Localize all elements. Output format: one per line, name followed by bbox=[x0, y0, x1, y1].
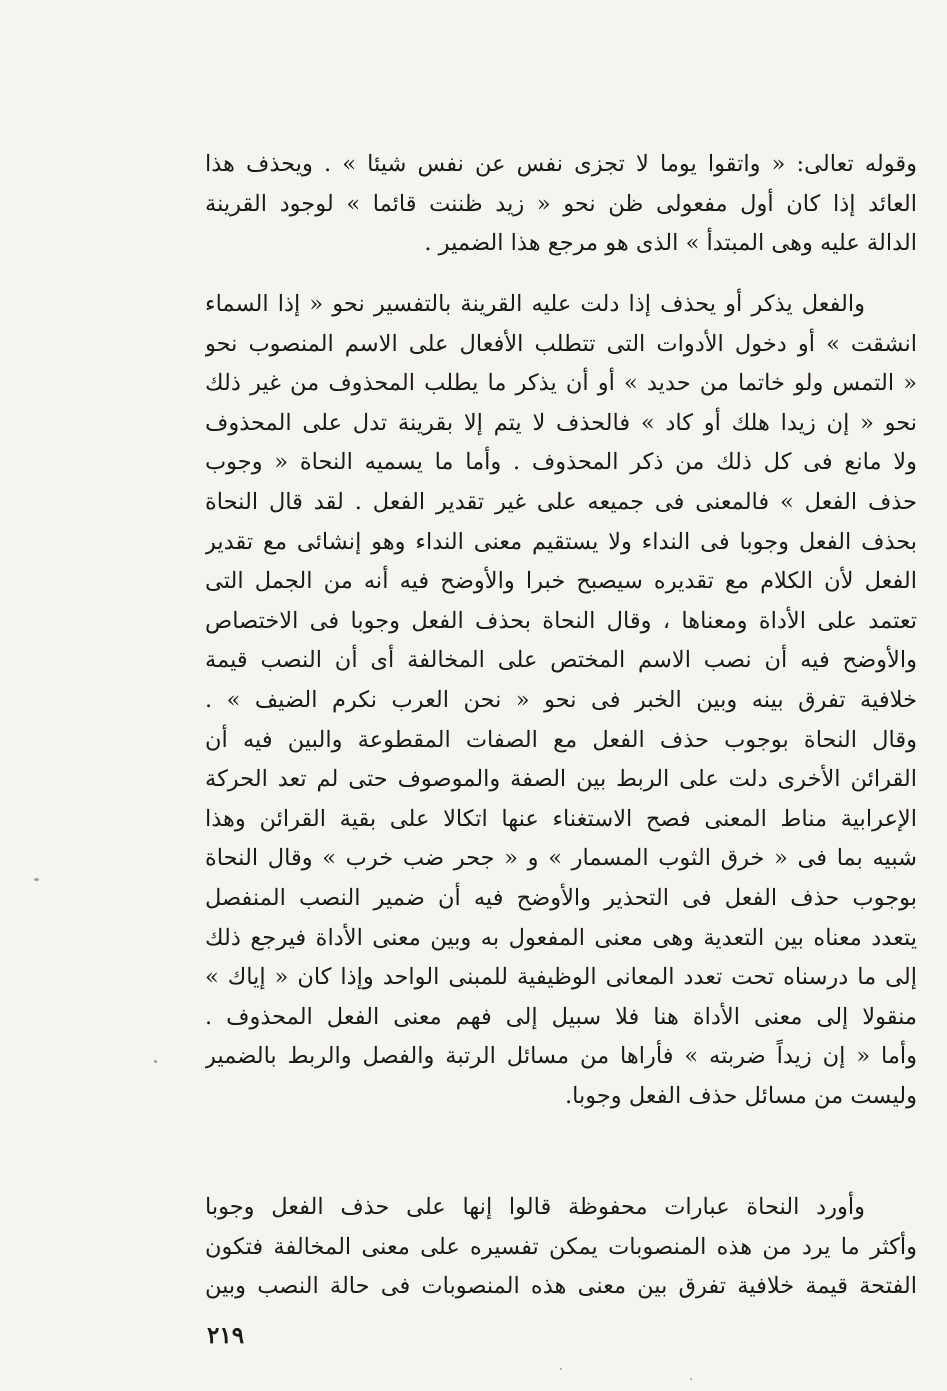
paragraph-3 bbox=[205, 1188, 917, 1307]
text-line: والفعل يذكر أو يحذف إذا دلت عليه القرينة بالتفسير نحو « إذا السماء bbox=[205, 291, 865, 317]
text-line: الإعرابية مناط المعنى فصح الاستغناء عنها اتكالا على بقية القرائن وهذا bbox=[205, 805, 917, 832]
text-line: وأورد النحاة عبارات محفوظة قالوا إنها على حذف الفعل وجوبا bbox=[205, 1194, 865, 1220]
scan-speck bbox=[690, 1378, 692, 1380]
text-line: وقال النحاة بوجوب حذف الفعل مع الصفات المقطوعة والبين فيه أن bbox=[205, 726, 917, 753]
text-line: بوجوب حذف الفعل فى التحذير والأوضح فيه أن ضمير النصب المنفصل bbox=[205, 884, 917, 911]
scan-speck bbox=[34, 878, 39, 881]
text-line: وليست من مسائل حذف الفعل وجوبا. bbox=[565, 1082, 917, 1109]
text-line: خلافية تفرق بينه وبين الخبر فى نحو « نحن العرب نكرم الضيف » . bbox=[205, 686, 917, 713]
text-line: وأكثر ما يرد من هذه المنصوبات يمكن تفسيره على معنى المخالفة فتكون bbox=[205, 1233, 917, 1260]
text-line: الدالة عليه وهى المبتدأ » الذى هو مرجع هذا الضمير . bbox=[424, 230, 917, 257]
text-line: القرائن الأخرى دلت على الربط بين الصفة والموصوف حتى لم تعد الحركة bbox=[205, 766, 917, 793]
text-line: تعتمد على الأداة ومعناها ، وقال النحاة بحذف الفعل وجوبا فى الاختصاص bbox=[205, 607, 917, 634]
paragraph-2 bbox=[205, 285, 917, 1116]
text-line: حذف الفعل » فالمعنى فى جميعه على غير تقدير الفعل . لقد قال النحاة bbox=[205, 488, 917, 515]
text-line: « التمس ولو خاتما من حديد » أو أن يذكر ما يطلب المحذوف من غير ذلك bbox=[205, 370, 917, 397]
text-line: ولا مانع فى كل ذلك من ذكر المحذوف . وأما ما يسميه النحاة « وجوب bbox=[205, 449, 917, 476]
text-line: شبيه بما فى « خرق الثوب المسمار » و « جحر ضب خرب » وقال النحاة bbox=[205, 845, 917, 872]
page-number: ٢١٩ bbox=[207, 1322, 245, 1349]
text-line: إلى ما درسناه تحت تعدد المعانى الوظيفية للمبنى الواحد وإذا كان « إياك » bbox=[205, 964, 917, 991]
text-line: الفعل لأن الكلام مع تقديره سيصبح خبرا والأوضح فيه أنه من الجمل التى bbox=[205, 568, 917, 595]
text-line: بحذف الفعل وجوبا فى النداء ولا يستقيم معنى النداء وهو إنشائى مع تقدير bbox=[205, 528, 917, 555]
text-line: نحو « إن زيدا هلك أو كاد » فالحذف لا يتم إلا بقرينة تدل على المحذوف bbox=[205, 409, 917, 436]
text-line: العائد إذا كان أول مفعولى ظن نحو « زيد ظننت قائما » لوجود القرينة bbox=[205, 190, 917, 217]
text-line: منقولا إلى معنى الأداة هنا فلا سبيل إلى فهم معنى الفعل المحذوف . bbox=[205, 1003, 917, 1030]
paragraph-1 bbox=[205, 145, 917, 264]
scan-speck bbox=[154, 1060, 157, 1063]
text-line: الفتحة قيمة خلافية تفرق بين معنى هذه المنصوبات فى حالة النصب وبين bbox=[205, 1273, 917, 1300]
text-line: والأوضح فيه أن نصب الاسم المختص على المخالفة أى أن النصب قيمة bbox=[205, 647, 917, 674]
text-line: وقوله تعالى: « واتقوا يوما لا تجزى نفس عن نفس شيئا » . ويحذف هذا bbox=[205, 151, 917, 177]
scan-speck bbox=[560, 1368, 562, 1370]
text-line: يتعدد معناه بين التعدية وهى معنى المفعول به وبين معنى الأداة فيرجع ذلك bbox=[205, 924, 917, 951]
text-line: وأما « إن زيداً ضربته » فأراها من مسائل الرتبة والفصل والربط بالضمير bbox=[205, 1043, 917, 1070]
text-line: انشقت » أو دخول الأدوات التى تتطلب الأفعال على الاسم المنصوب نحو bbox=[205, 330, 917, 357]
